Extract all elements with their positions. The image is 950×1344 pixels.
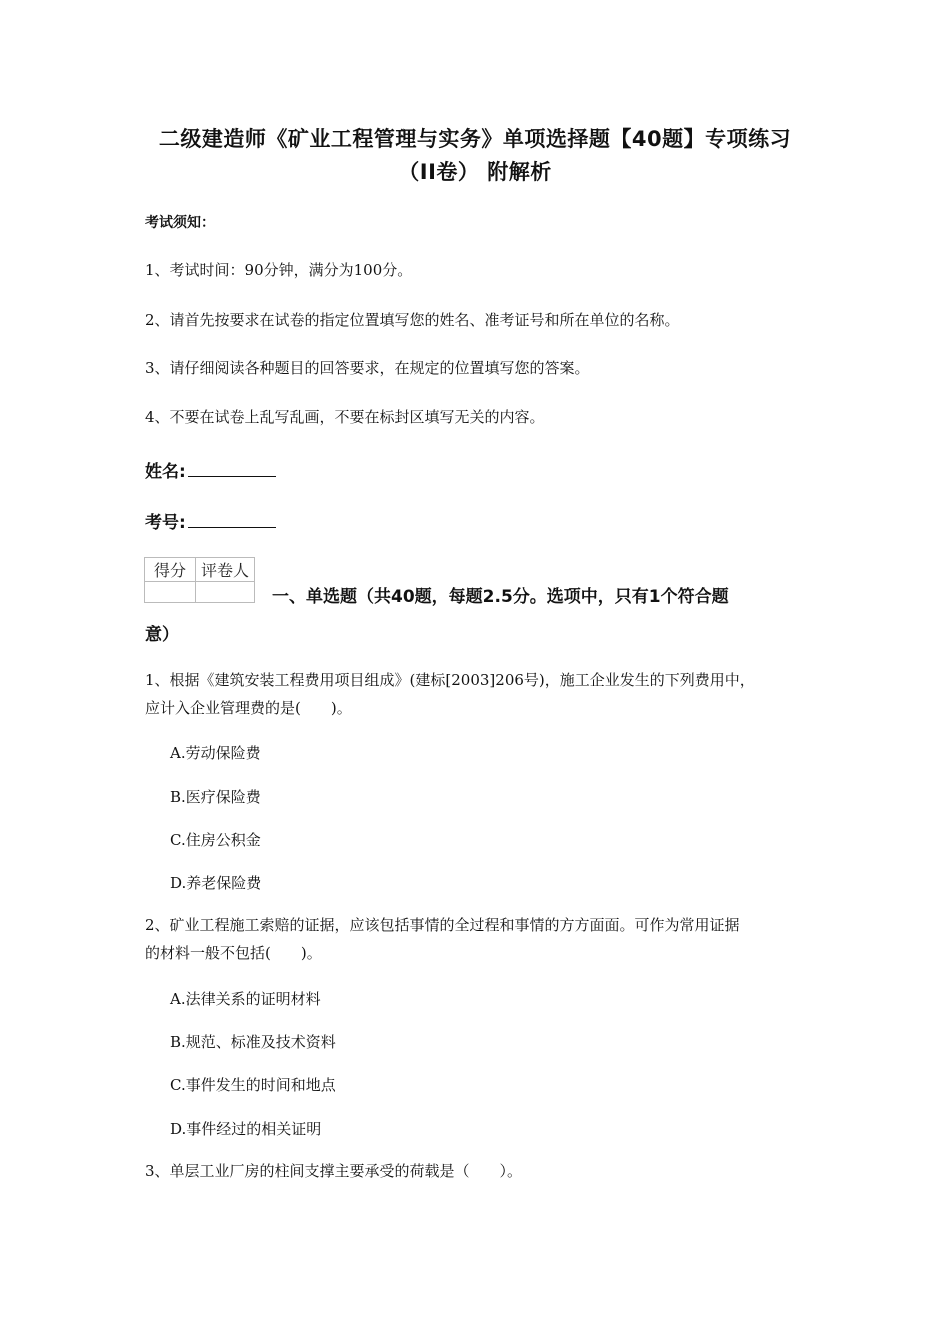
question-3-stem	[145, 1157, 815, 1185]
document-title-line2: （II卷） 附解析	[398, 160, 552, 184]
question-2-stem-line2: 的材料一般不包括( )。	[145, 944, 322, 962]
notice-heading: 考试须知：	[145, 215, 215, 231]
exam-number-label: 考号:	[145, 513, 186, 533]
question-1-stem-line1: 1、根据《建筑安装工程费用项目组成》(建标[2003]206号)，施工企业发生的下列费用中，	[145, 671, 755, 689]
question-1-stem-line2: 应计入企业管理费的是( )。	[145, 699, 352, 717]
question-1-option-b[interactable]: B.医疗保险费	[170, 788, 261, 806]
score-table	[144, 557, 255, 603]
question-2-option-b[interactable]: B.规范、标准及技术资料	[170, 1033, 336, 1051]
score-cell[interactable]	[145, 582, 196, 603]
notice-item-1: 1、考试时间：90分钟，满分为100分。	[145, 261, 413, 279]
question-1-stem	[145, 666, 815, 722]
name-field[interactable]	[145, 457, 276, 482]
question-1-option-c[interactable]: C.住房公积金	[170, 831, 261, 849]
grader-cell[interactable]	[196, 582, 255, 603]
question-2-option-a[interactable]: A.法律关系的证明材料	[170, 990, 321, 1008]
exam-number-field[interactable]	[145, 508, 276, 533]
name-label: 姓名:	[145, 462, 186, 482]
notice-item-2: 2、请首先按要求在试卷的指定位置填写您的姓名、准考证号和所在单位的名称。	[145, 311, 680, 329]
question-2-stem	[145, 911, 815, 967]
question-1-option-d[interactable]: D.养老保险费	[170, 874, 262, 892]
notice-item-4: 4、不要在试卷上乱写乱画，不要在标封区填写无关的内容。	[145, 408, 545, 426]
notice-item-3: 3、请仔细阅读各种题目的回答要求，在规定的位置填写您的答案。	[145, 359, 590, 377]
question-3-stem-line1: 3、单层工业厂房的柱间支撑主要承受的荷载是（ ）。	[145, 1162, 523, 1180]
question-2-stem-line1: 2、矿业工程施工索赔的证据，应该包括事情的全过程和事情的方方面面。可作为常用证据	[145, 916, 740, 934]
section-heading: 一、单选题（共40题，每题2.5分。选项中，只有1个符合题	[272, 587, 729, 607]
question-1-option-a[interactable]: A.劳动保险费	[170, 744, 261, 762]
name-blank[interactable]	[188, 460, 276, 477]
score-header: 得分	[145, 558, 196, 582]
document-title-line1: 二级建造师《矿业工程管理与实务》单项选择题【40题】专项练习	[158, 127, 792, 151]
exam-number-blank[interactable]	[188, 511, 276, 528]
question-2-option-d[interactable]: D.事件经过的相关证明	[170, 1120, 322, 1138]
section-heading-continued: 意）	[145, 625, 179, 645]
question-2-option-c[interactable]: C.事件发生的时间和地点	[170, 1076, 336, 1094]
grader-header: 评卷人	[196, 558, 255, 582]
